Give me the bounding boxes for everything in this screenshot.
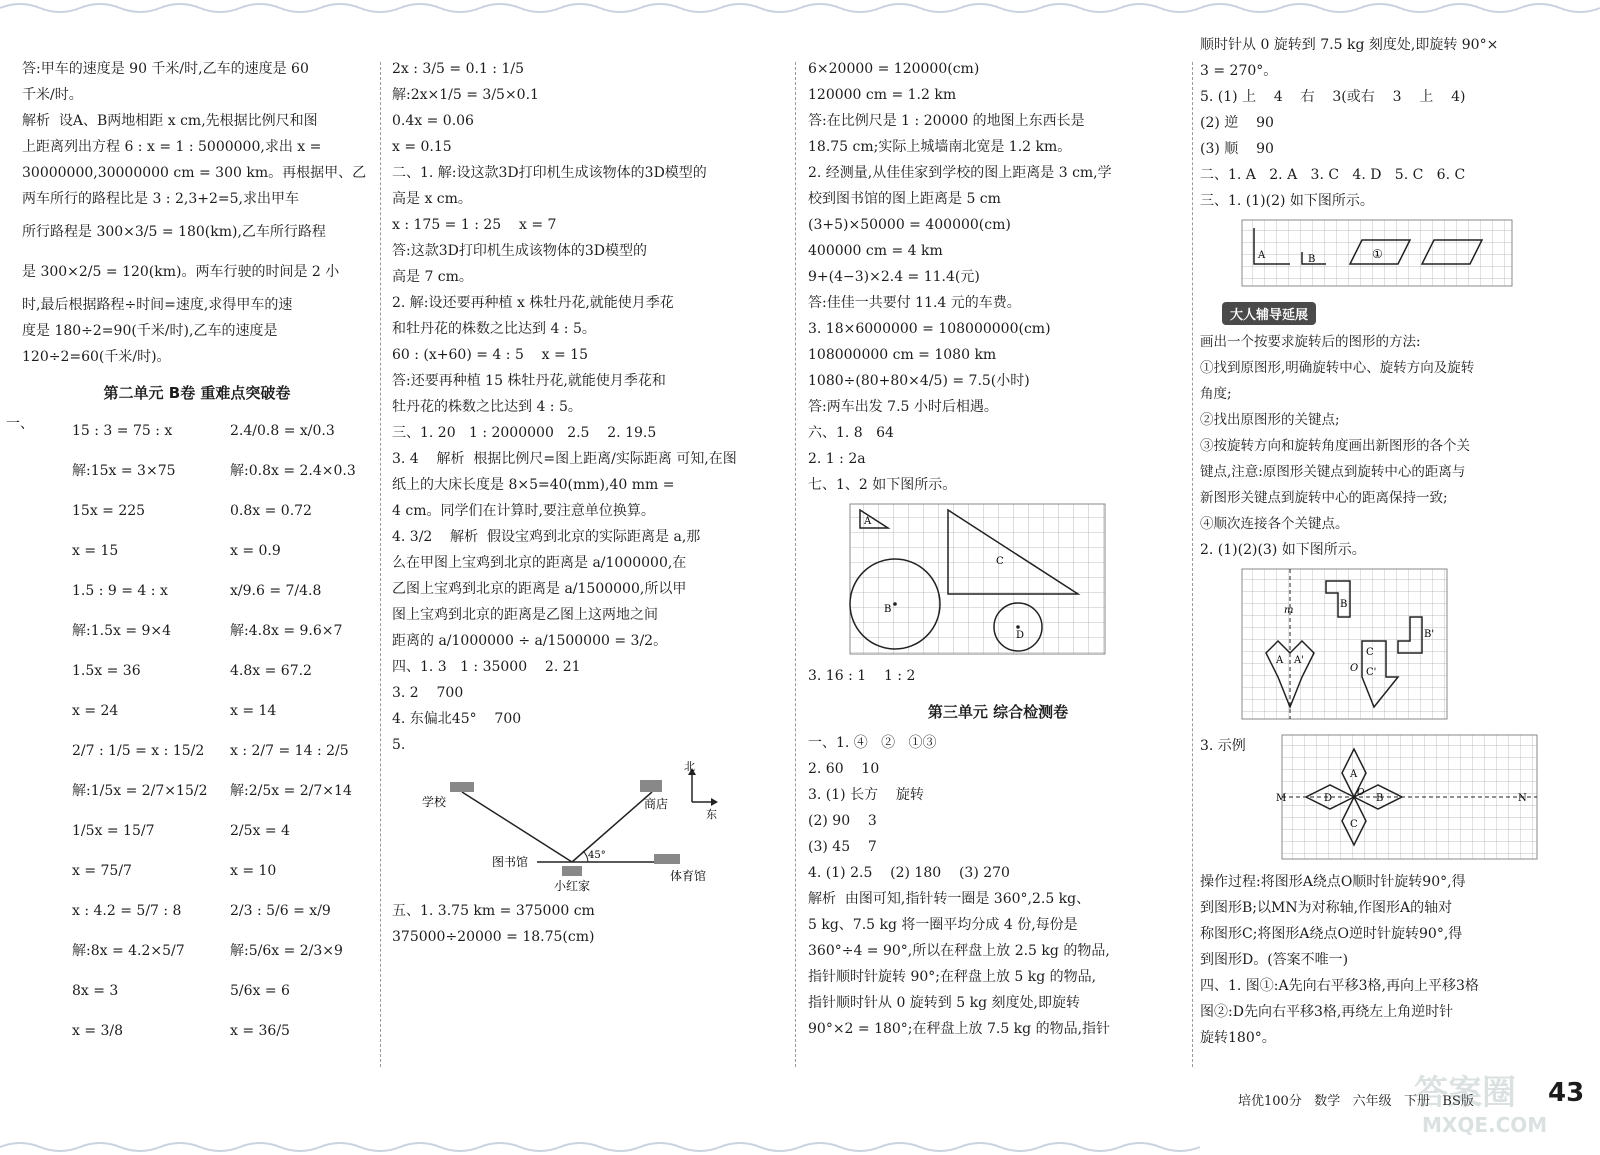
text-line: 和牡丹花的株数之比达到 4 : 5。: [392, 321, 596, 337]
text-line: x/9.6 = 7/4.8: [230, 583, 322, 599]
text-line: x = 24: [72, 703, 119, 719]
label-b: B: [1340, 599, 1348, 610]
text-line: 六、1. 8 64: [808, 425, 894, 441]
text-line: 三、1. (1)(2) 如下图所示。: [1200, 193, 1374, 209]
text-line: 1080÷(80+80×4/5) = 7.5(小时): [808, 373, 1030, 389]
text-line: x = 36/5: [230, 1023, 290, 1039]
section-title: 第三单元 综合检测卷: [927, 703, 1069, 721]
label-b-prime: B': [1424, 629, 1435, 640]
bottom-wave-border: [0, 1139, 1600, 1155]
text-line: 解:4.8x = 9.6×7: [230, 623, 343, 639]
page-number: 43: [1548, 1078, 1585, 1108]
text-line: x = 0.9: [230, 543, 281, 559]
text-line: 30000000,30000000 cm = 300 km。再根据甲、乙: [22, 165, 367, 181]
text-line: 3. 示例: [1200, 738, 1246, 754]
text-line: 5/6x = 6: [230, 983, 290, 999]
text-line: 5 kg、7.5 kg 将一圈平均分成 4 份,每份是: [808, 917, 1078, 933]
text-line: 千米/时。: [22, 87, 83, 103]
text-line: 8x = 3: [72, 983, 119, 999]
text-line: 高是 7 cm。: [392, 269, 473, 285]
gym-label: 体育馆: [670, 869, 707, 883]
answer-column-4: [1200, 32, 1585, 1051]
label-n: N: [1518, 793, 1527, 804]
text-line: 5.: [392, 737, 406, 753]
text-line: 2. 经测量,从佳佳家到学校的图上距离是 3 cm,学: [808, 165, 1112, 181]
text-line: 解析 设A、B两地相距 x cm,先根据比例尺和图: [22, 113, 318, 129]
book-footer: 培优100分 数学 六年级 下册 BS版: [1238, 1094, 1474, 1109]
text-line: 9+(4−3)×2.4 = 11.4(元): [808, 269, 980, 285]
text-line: 时,最后根据路程÷时间=速度,求得甲车的速: [22, 297, 293, 313]
text-line: 五、1. 3.75 km = 375000 cm: [392, 903, 595, 919]
text-line: 解析 由图可知,指针转一圈是 360°,2.5 kg、: [808, 891, 1091, 907]
top-wave-border: [0, 0, 1600, 16]
text-line: 七、1、2 如下图所示。: [808, 477, 957, 493]
text-line: 新图形关键点到旋转中心的距离保持一致;: [1200, 490, 1448, 506]
text-line: 0.8x = 0.72: [230, 503, 312, 519]
text-line: 两车所行的路程比是 3 : 2,3+2=5,求出甲车: [22, 191, 299, 207]
text-line: 答:在比例尺是 1 : 20000 的地图上东西长是: [808, 113, 1085, 129]
text-line: 到图形D。(答案不唯一): [1200, 952, 1349, 968]
text-line: 指针顺时针从 0 旋转到 5 kg 刻度处,即旋转: [808, 995, 1080, 1011]
text-line: 2. 60 10: [808, 761, 880, 777]
text-line: 一、1. ④ ② ①③: [808, 735, 937, 751]
text-line: 90°×2 = 180°;在秤盘上放 7.5 kg 的物品,指针: [808, 1021, 1111, 1037]
symmetry-figure: [1276, 733, 1580, 863]
label-m: M: [1276, 793, 1287, 804]
text-line: 到图形B;以MN为对称轴,作图形A的轴对: [1200, 900, 1453, 916]
text-line: 2x : 3/5 = 0.1 : 1/5: [392, 61, 524, 77]
text-line: 纸上的大床长度是 8×5=40(mm),40 mm =: [392, 477, 675, 493]
col4-text-2: [1200, 869, 1585, 1051]
text-line: (2) 逆 90: [1200, 115, 1274, 131]
text-line: 6×20000 = 120000(cm): [808, 61, 980, 77]
label-b: B: [884, 604, 892, 615]
label-b: B: [1308, 254, 1316, 265]
label-d: D: [1324, 793, 1333, 804]
text-line: (2) 90 3: [808, 813, 877, 829]
library-label: 图书馆: [492, 855, 529, 869]
text-line: x : 4.2 = 5/7 : 8: [72, 903, 182, 919]
answer-column-1: [6, 56, 372, 1039]
text-line: x = 14: [230, 703, 277, 719]
answer-column-2: [392, 56, 782, 950]
text-line: 键点,注意:原图形关键点到旋转中心的距离与: [1200, 464, 1466, 480]
label-a: A: [864, 516, 872, 527]
watermark-domain: MXQE.COM: [1422, 1113, 1548, 1137]
text-line: ④顺次连接各个关键点。: [1200, 516, 1349, 532]
text-line: 二、1. A 2. A 3. C 4. D 5. C 6. C: [1200, 167, 1466, 183]
text-line: 15 : 3 = 75 : x: [72, 423, 173, 439]
text-line: 4 cm。同学们在计算时,要注意单位换算。: [392, 503, 655, 519]
text-line: 4. 3/2 解析 假设宝鸡到北京的实际距离是 a,那: [392, 529, 701, 545]
text-line: 乙图上宝鸡到北京的距离是 a/1500000,所以甲: [392, 581, 687, 597]
text-line: 2/5x = 4: [230, 823, 290, 839]
label-c: C: [1350, 819, 1358, 830]
text-line: ③按旋转方向和旋转角度画出新图形的各个关: [1200, 438, 1470, 454]
text-line: 4. 东偏北45° 700: [392, 711, 522, 727]
text-line: 解:2/5x = 2/7×14: [230, 783, 352, 799]
text-line: ①找到原图形,明确旋转中心、旋转方向及旋转: [1200, 360, 1475, 376]
equation-grid: [6, 411, 372, 1039]
text-line: 校到图书馆的图上距离是 5 cm: [808, 191, 1001, 207]
text-line: ②找出原图形的关键点;: [1200, 412, 1340, 428]
text-line: x = 15: [72, 543, 119, 559]
text-line: 解:1/5x = 2/7×15/2: [72, 783, 208, 799]
text-line: 2.4/0.8 = x/0.3: [230, 423, 335, 439]
text-line: x : 2/7 = 14 : 2/5: [230, 743, 349, 759]
text-line: 画出一个按要求旋转后的图形的方法:: [1200, 334, 1421, 350]
text-line: 解:2x×1/5 = 3/5×0.1: [392, 87, 539, 103]
col3-text-2: [808, 730, 1188, 1042]
text-line: 2/3 : 5/6 = x/9: [230, 903, 331, 919]
text-line: 答:还要再种植 15 株牡丹花,就能使月季花和: [392, 373, 666, 389]
text-line: (3) 顺 90: [1200, 141, 1274, 157]
shop-label: 商店: [644, 797, 669, 811]
text-line: x = 10: [230, 863, 277, 879]
text-line: 二、1. 解:设这款3D打印机生成该物体的3D模型的: [392, 165, 707, 181]
label-c: C: [996, 556, 1004, 567]
grid-figure: [848, 502, 1148, 657]
text-line: 120000 cm = 1.2 km: [808, 87, 957, 103]
text-line: 3. 16 : 1 1 : 2: [808, 668, 916, 684]
text-line: 3. 4 解析 根据比例尺=图上距离/实际距离 可知,在图: [392, 451, 737, 467]
text-line: 所行路程是 300×3/5 = 180(km),乙车所行路程: [22, 224, 326, 240]
text-line: 108000000 cm = 1080 km: [808, 347, 997, 363]
rotation-method-text: [1200, 329, 1585, 537]
label-a-prime: A': [1294, 655, 1304, 666]
translation-figure: [1240, 218, 1520, 290]
label-c: C: [1366, 647, 1374, 658]
text-line: 3. 18×6000000 = 108000000(cm): [808, 321, 1051, 337]
tutoring-tag: 大人辅导延展: [1222, 302, 1316, 325]
text-line: 360°÷4 = 90°,所以在秤盘上放 2.5 kg 的物品,: [808, 943, 1110, 959]
text-line: 么在甲图上宝鸡到北京的距离是 a/1000000,在: [392, 555, 687, 571]
text-line: 1.5x = 36: [72, 663, 141, 679]
text-line: 三、1. 20 1 : 2000000 2.5 2. 19.5: [392, 425, 657, 441]
text-line: 图上宝鸡到北京的距离是乙图上这两地之间: [392, 607, 658, 623]
text-line: x : 175 = 1 : 25 x = 7: [392, 217, 557, 233]
label-c-prime: C': [1366, 667, 1377, 678]
section-title: 第二单元 B卷 重难点突破卷: [103, 384, 291, 402]
label-d: D: [1016, 630, 1025, 641]
text-line: 1.5 : 9 = 4 : x: [72, 583, 168, 599]
text-line: 解:1.5x = 9×4: [72, 623, 172, 639]
text-line: 四、1. 图①:A先向右平移3格,再向上平移3格: [1200, 978, 1479, 994]
text-line: 操作过程:将图形A绕点O顺时针旋转90°,得: [1200, 874, 1466, 890]
text-line: 5. (1) 上 4 右 3(或右 3 上 4): [1200, 89, 1466, 105]
text-line: 2. 1 : 2a: [808, 451, 866, 467]
text-line: 解:15x = 3×75: [72, 463, 176, 479]
col4-text: [1200, 32, 1585, 214]
column-divider: [795, 62, 796, 1067]
text-line: 3. 2 700: [392, 685, 464, 701]
text-line: 顺时针从 0 旋转到 7.5 kg 刻度处,即旋转 90°×: [1200, 37, 1499, 53]
answer-column-3: [808, 56, 1188, 1042]
home-label: 小红家: [554, 879, 591, 893]
text-line: 图②:D先向右平移3格,再绕左上角逆时针: [1200, 1004, 1454, 1020]
question-label: 一、: [6, 416, 34, 432]
text-line: 60 : (x+60) = 4 : 5 x = 15: [392, 347, 588, 363]
label-o: O: [1350, 663, 1359, 674]
label-a: A: [1258, 250, 1266, 261]
text-line: 18.75 cm;实际上城墙南北宽是 1.2 km。: [808, 139, 1072, 155]
text-line: 牡丹花的株数之比达到 4 : 5。: [392, 399, 582, 415]
rotation-figure: [1240, 567, 1540, 727]
text-line: 解:0.8x = 2.4×0.3: [230, 463, 356, 479]
text-line: 4.8x = 67.2: [230, 663, 312, 679]
text-line: 15x = 225: [72, 503, 146, 519]
text-line: 四、1. 3 1 : 35000 2. 21: [392, 659, 581, 675]
text-line: 是 300×2/5 = 120(km)。两车行驶的时间是 2 小: [22, 264, 340, 280]
label-o: O: [1357, 788, 1365, 798]
text-line: x = 3/8: [72, 1023, 124, 1039]
label-a: A: [1350, 769, 1358, 780]
text-line: 120÷2=60(千米/时)。: [22, 349, 171, 365]
label-b: B: [1376, 793, 1384, 804]
label-circled-1: ①: [1372, 247, 1383, 261]
text-line: 答:甲车的速度是 90 千米/时,乙车的速度是 60: [22, 61, 309, 77]
text-line: 4. (1) 2.5 (2) 180 (3) 270: [808, 865, 1010, 881]
text-line: 解:5/6x = 2/3×9: [230, 943, 343, 959]
text-line: 答:两车出发 7.5 小时后相遇。: [808, 399, 998, 415]
text-line: 375000÷20000 = 18.75(cm): [392, 929, 595, 945]
col3-text: [808, 56, 1188, 498]
north-label: 北: [684, 760, 695, 773]
watermark-text: 答案圈: [1414, 1073, 1516, 1113]
text-line: 指针顺时针旋转 90°;在秤盘上放 5 kg 的物品,: [808, 969, 1097, 985]
angle-label: 45°: [588, 850, 606, 861]
school-label: 学校: [422, 795, 447, 809]
text-line: x = 0.15: [392, 139, 452, 155]
text-line: 解:8x = 4.2×5/7: [72, 943, 185, 959]
text-line: 2. (1)(2)(3) 如下图所示。: [1200, 542, 1366, 558]
text-line: 1/5x = 15/7: [72, 823, 155, 839]
text-line: 度是 180÷2=90(千米/时),乙车的速度是: [22, 323, 278, 339]
col2-text: [392, 56, 782, 758]
column-divider: [1192, 62, 1193, 1067]
text-line: 距离的 a/1000000 ÷ a/1500000 = 3/2。: [392, 633, 668, 649]
text-line: 2/7 : 1/5 = x : 15/2: [72, 743, 205, 759]
label-a: A: [1276, 655, 1284, 666]
text-line: 答:佳佳一共要付 11.4 元的车费。: [808, 295, 1021, 311]
text-line: 旋转180°。: [1200, 1030, 1276, 1046]
text-line: (3+5)×50000 = 400000(cm): [808, 217, 1011, 233]
text-line: 400000 cm = 4 km: [808, 243, 943, 259]
text-line: (3) 45 7: [808, 839, 877, 855]
map-figure: [392, 762, 722, 892]
text-line: x = 75/7: [72, 863, 132, 879]
text-line: 角度;: [1200, 386, 1232, 402]
text-line: 称图形C;将图形A绕点O逆时针旋转90°,得: [1200, 926, 1463, 942]
equations-right: [230, 411, 380, 1051]
text-line: 3 = 270°。: [1200, 63, 1278, 79]
label-m: m: [1284, 605, 1294, 616]
column-divider: [380, 62, 381, 1067]
text-line: 高是 x cm。: [392, 191, 472, 207]
watermark-logo: [1408, 1068, 1590, 1138]
text-line: 答:这款3D打印机生成该物体的3D模型的: [392, 243, 647, 259]
text-line: 0.4x = 0.06: [392, 113, 474, 129]
text-line: 3. (1) 长方 旋转: [808, 787, 924, 803]
text-line: 2. 解:设还要再种植 x 株牡丹花,就能使月季花: [392, 295, 674, 311]
col1-text: [22, 56, 372, 370]
east-label: 东: [706, 808, 717, 821]
text-line: 上距离列出方程 6 : x = 1 : 5000000,求出 x =: [22, 139, 322, 155]
equations-left: [72, 411, 222, 1051]
